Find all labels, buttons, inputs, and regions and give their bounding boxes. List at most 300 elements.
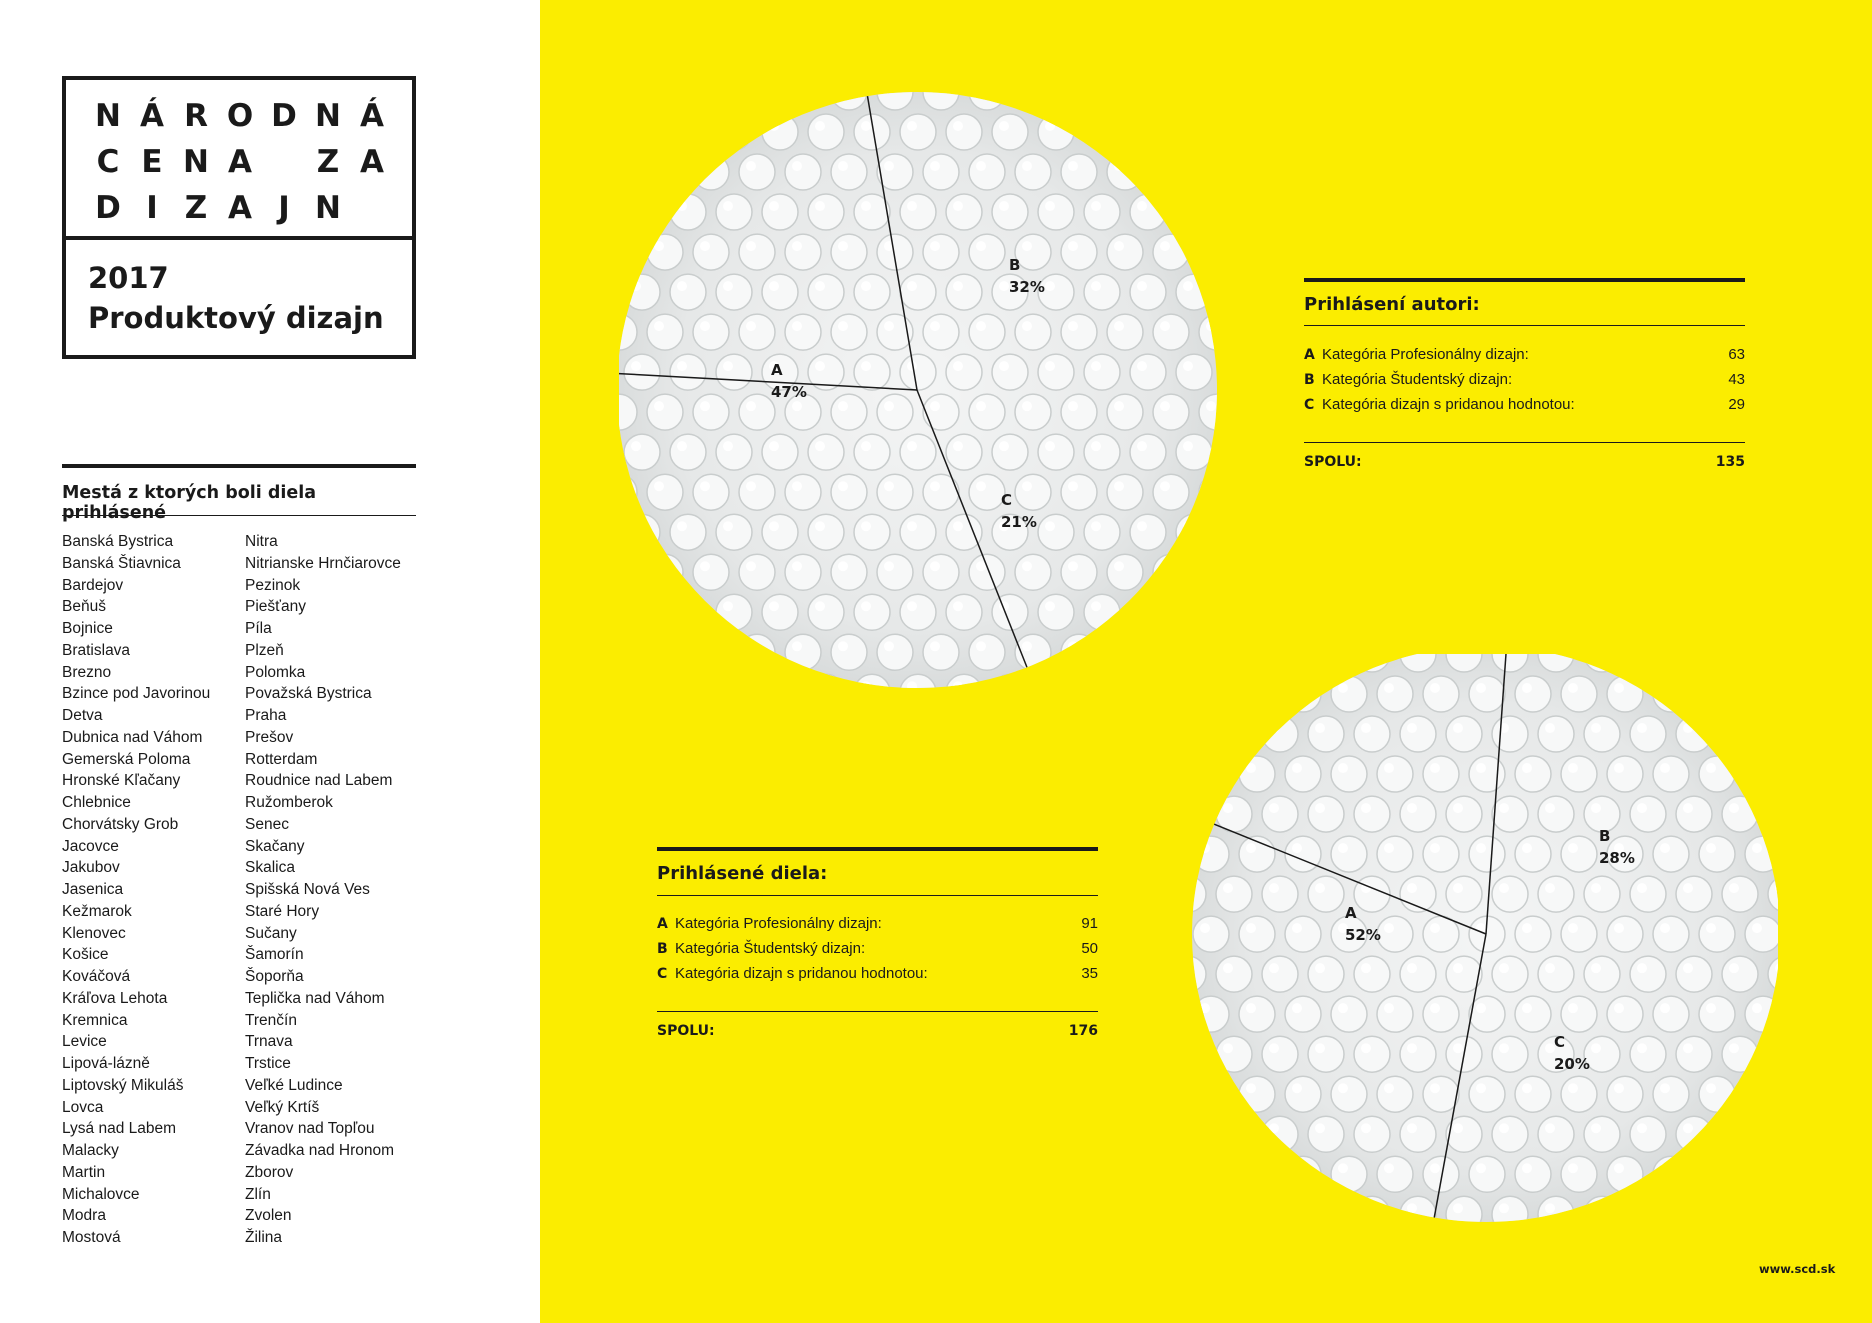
bubble	[900, 354, 936, 390]
bubble	[693, 554, 729, 590]
bubble-highlight	[1660, 1163, 1670, 1173]
bubble-highlight	[976, 641, 986, 651]
bubble	[1331, 836, 1367, 872]
bubble	[1239, 916, 1275, 952]
bubble-highlight	[1045, 681, 1055, 690]
bubble	[1331, 1156, 1367, 1192]
bubble-highlight	[1223, 1043, 1233, 1053]
city-item: Veľký Krtíš	[245, 1098, 320, 1116]
bubble-highlight	[1568, 1003, 1578, 1013]
bubble-highlight	[1022, 241, 1032, 251]
bubble-highlight	[1200, 1003, 1210, 1013]
bubble	[1699, 1156, 1735, 1192]
bubble-highlight	[1292, 763, 1302, 773]
logo-letter: A	[228, 190, 252, 226]
city-item: Senec	[245, 815, 289, 833]
bubble	[1176, 114, 1212, 150]
city-item: Banská Štiavnica	[62, 554, 181, 572]
bubble	[1061, 554, 1097, 590]
bubble-highlight	[792, 561, 802, 571]
bubble	[1084, 514, 1120, 550]
bubble	[670, 434, 706, 470]
bubble-highlight	[884, 561, 894, 571]
bubble-highlight	[1476, 843, 1486, 853]
bubble-highlight	[1223, 963, 1233, 973]
bubble	[1107, 554, 1143, 590]
bubble-highlight	[884, 481, 894, 491]
bubble	[647, 92, 683, 110]
bubble	[1262, 654, 1298, 672]
bubble-highlight	[1246, 763, 1256, 773]
bubble	[1015, 92, 1051, 110]
bubble	[1377, 836, 1413, 872]
bubble	[1676, 716, 1712, 752]
bubble-highlight	[746, 561, 756, 571]
logo-letter: Á	[360, 98, 384, 134]
bubble	[1153, 314, 1189, 350]
bubble-highlight	[700, 481, 710, 491]
pie1-slice-c-label	[1001, 489, 1037, 533]
bubble-highlight	[1568, 923, 1578, 933]
bubble-highlight	[1752, 923, 1762, 933]
bubble-highlight	[1183, 601, 1193, 611]
logo-letter: N	[183, 144, 209, 180]
bubble	[1193, 676, 1229, 712]
bubble	[1130, 354, 1166, 390]
bubble	[854, 354, 890, 390]
bubble	[1653, 1076, 1689, 1112]
bubble	[1354, 716, 1390, 752]
bubble-highlight	[1706, 843, 1716, 853]
bubble-highlight	[1522, 923, 1532, 933]
bubble	[1188, 1116, 1206, 1152]
bubble	[1107, 394, 1143, 430]
bubble-highlight	[976, 561, 986, 571]
bubble-highlight	[631, 681, 641, 690]
bubble	[1130, 594, 1166, 630]
bubble	[1630, 1196, 1666, 1232]
bubble	[1285, 996, 1321, 1032]
bubble	[1446, 796, 1482, 832]
bubble-highlight	[1022, 401, 1032, 411]
bubble	[831, 234, 867, 270]
bubble	[1722, 654, 1758, 672]
bubble-highlight	[861, 281, 871, 291]
bubble	[1676, 1116, 1712, 1152]
bubble-highlight	[815, 201, 825, 211]
bubble	[619, 634, 637, 670]
bubble	[1308, 654, 1344, 672]
bubble-highlight	[1545, 1203, 1555, 1213]
bubble-highlight	[861, 121, 871, 131]
bubble-highlight	[1522, 843, 1532, 853]
bubble-highlight	[1499, 883, 1509, 893]
city-item: Lysá nad Labem	[62, 1120, 177, 1138]
bubble-highlight	[1775, 1123, 1778, 1133]
bubble	[1469, 836, 1505, 872]
bubble	[1216, 956, 1252, 992]
bubble-highlight	[953, 361, 963, 371]
bubble	[647, 234, 683, 270]
bubble-highlight	[1706, 1003, 1716, 1013]
row-label: Kategória Študentský dizajn:	[1322, 371, 1513, 388]
bubble	[624, 594, 660, 630]
bubble	[1107, 234, 1143, 270]
bubble-highlight	[1614, 923, 1624, 933]
city-item: Zlín	[245, 1185, 271, 1203]
bubble-highlight	[1407, 883, 1417, 893]
bubble-highlight	[1269, 1203, 1279, 1213]
bubble-highlight	[815, 441, 825, 451]
bubble	[1538, 956, 1574, 992]
bubble-highlight	[1068, 401, 1078, 411]
bubble	[1607, 996, 1643, 1032]
bubble	[1262, 1116, 1298, 1152]
bubble-highlight	[1660, 843, 1670, 853]
bubble-highlight	[1246, 843, 1256, 853]
bubble	[1262, 796, 1298, 832]
bubble-highlight	[1223, 1123, 1233, 1133]
bubble	[1561, 756, 1597, 792]
bubble-highlight	[1499, 1043, 1509, 1053]
bubble-highlight	[907, 521, 917, 531]
bubble	[716, 194, 752, 230]
logo-letter: A	[360, 144, 384, 180]
bubble	[1308, 796, 1344, 832]
year-label: 2017	[88, 261, 169, 295]
bubble-highlight	[1476, 763, 1486, 773]
bubble	[1515, 1076, 1551, 1112]
bubble	[1722, 716, 1758, 752]
bubble-highlight	[746, 321, 756, 331]
bubble	[1107, 314, 1143, 350]
table-authors	[1304, 278, 1745, 478]
bubble	[1331, 676, 1367, 712]
bubble-highlight	[1453, 883, 1463, 893]
slice-percent: 20%	[1554, 1055, 1590, 1073]
bubble	[969, 234, 1005, 270]
bubble	[1176, 594, 1212, 630]
city-item: Michalovce	[62, 1185, 140, 1203]
bubble	[1308, 1036, 1344, 1072]
bubble-highlight	[1338, 683, 1348, 693]
bubble	[1153, 154, 1189, 190]
bubble	[670, 274, 706, 310]
bubble	[1630, 1116, 1666, 1152]
bubble-highlight	[1137, 601, 1147, 611]
logo-letter: Z	[184, 190, 208, 226]
bubble-highlight	[1246, 683, 1256, 693]
bubble-highlight	[746, 641, 756, 651]
bubble	[1538, 1196, 1574, 1232]
bubble	[831, 394, 867, 430]
bubble-highlight	[907, 601, 917, 611]
bubble-highlight	[953, 601, 963, 611]
bubble-highlight	[1729, 803, 1739, 813]
bubble	[831, 554, 867, 590]
bubble-highlight	[1614, 1163, 1624, 1173]
bubble	[1084, 594, 1120, 630]
row-label: Kategória dizajn s pridanou hodnotou:	[675, 965, 928, 982]
bubble-highlight	[792, 641, 802, 651]
bubble-highlight	[1591, 1203, 1601, 1213]
city-item: Teplička nad Váhom	[245, 989, 385, 1007]
bubble-highlight	[1022, 641, 1032, 651]
bubble	[1354, 1036, 1390, 1072]
bubble-highlight	[1706, 923, 1716, 933]
bubble	[831, 634, 867, 670]
bubble-highlight	[999, 441, 1009, 451]
bubble	[900, 594, 936, 630]
bubble	[1423, 756, 1459, 792]
bubble-highlight	[1200, 683, 1210, 693]
row-letter: B	[1304, 372, 1315, 388]
bubble	[647, 154, 683, 190]
bubble	[1469, 756, 1505, 792]
bubble	[785, 314, 821, 350]
bubble-highlight	[1476, 683, 1486, 693]
bubble-highlight	[1752, 1003, 1762, 1013]
bubble	[1176, 434, 1212, 470]
bubble	[1584, 1116, 1620, 1152]
city-item: Bzince pod Javorinou	[62, 685, 211, 703]
bubble-highlight	[1292, 683, 1302, 693]
bubble-highlight	[677, 521, 687, 531]
bubble	[670, 674, 706, 690]
left-panel	[0, 0, 540, 1323]
logo-letter: N	[95, 98, 121, 134]
bubble-highlight	[1269, 883, 1279, 893]
bubble-highlight	[1114, 481, 1124, 491]
bubble	[1061, 234, 1097, 270]
bubble-highlight	[1137, 201, 1147, 211]
bubble	[1630, 1036, 1666, 1072]
logo-letter: Z	[316, 144, 340, 180]
bubble	[1423, 836, 1459, 872]
bubble-highlight	[1430, 1083, 1440, 1093]
bubble	[1561, 1156, 1597, 1192]
bubble	[716, 594, 752, 630]
city-item: Zborov	[245, 1163, 294, 1181]
bubble	[808, 594, 844, 630]
bubble	[1239, 676, 1275, 712]
bubble-highlight	[838, 241, 848, 251]
city-item: Kováčová	[62, 968, 131, 985]
bubble	[1015, 554, 1051, 590]
total-label: SPOLU:	[1304, 454, 1362, 470]
bubble	[1768, 654, 1778, 672]
city-item: Malacky	[62, 1142, 119, 1159]
bubble-highlight	[700, 561, 710, 571]
bubble	[1153, 554, 1189, 590]
bubble-highlight	[1545, 963, 1555, 973]
bubble	[1607, 916, 1643, 952]
bubble	[946, 434, 982, 470]
bubble-highlight	[1591, 723, 1601, 733]
bubble	[923, 394, 959, 430]
bubble-highlight	[1499, 803, 1509, 813]
bubble	[1699, 996, 1735, 1032]
bubble-highlight	[1522, 1083, 1532, 1093]
bubble	[1745, 836, 1778, 872]
bubble-highlight	[1315, 1043, 1325, 1053]
bubble-highlight	[677, 361, 687, 371]
bubble	[1061, 92, 1097, 110]
bubble	[946, 514, 982, 550]
bubble-highlight	[1200, 763, 1210, 773]
city-item: Veľké Ludince	[245, 1076, 343, 1094]
bubble	[1492, 716, 1528, 752]
pie2-slice-a-label	[1345, 902, 1381, 946]
bubble	[1084, 434, 1120, 470]
bubble-highlight	[953, 201, 963, 211]
total-value: 176	[1068, 1023, 1098, 1039]
bubble-highlight	[1114, 401, 1124, 411]
bubble	[1308, 1116, 1344, 1152]
city-item: Bratislava	[62, 641, 131, 659]
bubble	[1199, 554, 1221, 590]
bubble	[1722, 1196, 1758, 1232]
logo-letter: N	[315, 190, 341, 226]
bubble	[1285, 836, 1321, 872]
cities-list-column-2	[245, 531, 401, 1249]
bubble-highlight	[1407, 1203, 1417, 1213]
bubble	[1015, 394, 1051, 430]
bubble-highlight	[746, 481, 756, 491]
bubble	[946, 594, 982, 630]
bubble-highlight	[1384, 1003, 1394, 1013]
bubble-highlight	[1430, 1163, 1440, 1173]
bubble-highlight	[1269, 1123, 1279, 1133]
bubble-highlight	[1614, 1083, 1624, 1093]
bubble-highlight	[631, 361, 641, 371]
bubble	[1515, 676, 1551, 712]
bubble-highlight	[1384, 1163, 1394, 1173]
bubble	[1607, 1156, 1643, 1192]
bubble	[1515, 916, 1551, 952]
bubble-highlight	[1045, 121, 1055, 131]
slice-percent: 47%	[771, 383, 807, 401]
slice-letter: C	[1001, 491, 1013, 509]
city-item: Sučany	[245, 924, 297, 942]
bubble	[1653, 916, 1689, 952]
bubble-highlight	[1499, 1123, 1509, 1133]
bubble-highlight	[1706, 683, 1716, 693]
bubble	[1354, 1116, 1390, 1152]
row-label: Kategória Profesionálny dizajn:	[1322, 346, 1529, 363]
bubble-highlight	[1137, 281, 1147, 291]
bubble	[1331, 756, 1367, 792]
bubble-highlight	[1068, 561, 1078, 571]
bubble	[693, 154, 729, 190]
bubble-highlight	[999, 361, 1009, 371]
bubble-highlight	[1160, 401, 1170, 411]
bubble	[1015, 314, 1051, 350]
bubble-highlight	[1068, 641, 1078, 651]
website-link[interactable]: www.scd.sk	[1759, 1262, 1836, 1276]
bubble-highlight	[1183, 281, 1193, 291]
bubble	[1584, 716, 1620, 752]
bubble	[1153, 634, 1189, 670]
city-item: Kráľova Lehota	[62, 989, 168, 1007]
bubble-highlight	[953, 441, 963, 451]
bubble	[647, 314, 683, 350]
bubble-highlight	[769, 281, 779, 291]
city-item: Bardejov	[62, 576, 124, 594]
bubble-highlight	[1200, 843, 1210, 853]
logo-letter: A	[228, 144, 252, 180]
bubble-highlight	[999, 681, 1009, 690]
bubble	[1188, 716, 1206, 752]
bubble	[716, 434, 752, 470]
bubble-highlight	[1384, 843, 1394, 853]
bubble-highlight	[723, 281, 733, 291]
bubble-highlight	[1160, 561, 1170, 571]
total-label: SPOLU:	[657, 1023, 715, 1039]
bubble	[1492, 1036, 1528, 1072]
bubble	[1084, 114, 1120, 150]
bubble	[1107, 474, 1143, 510]
bubble	[1630, 796, 1666, 832]
bubble-highlight	[815, 521, 825, 531]
bubble-highlight	[1223, 723, 1233, 733]
city-item: Prešov	[245, 728, 294, 746]
city-item: Plzeň	[245, 641, 284, 659]
city-item: Trstice	[245, 1055, 291, 1072]
bubble	[647, 634, 683, 670]
bubble	[762, 434, 798, 470]
bubble-highlight	[1223, 883, 1233, 893]
bubble	[647, 394, 683, 430]
bubble-highlight	[1338, 763, 1348, 773]
city-item: Lipová-lázně	[62, 1055, 150, 1072]
bubble-highlight	[838, 481, 848, 491]
bubble-highlight	[677, 281, 687, 291]
bubble	[693, 234, 729, 270]
bubble-highlight	[1137, 681, 1147, 690]
bubble-highlight	[677, 121, 687, 131]
bubble	[1492, 1196, 1528, 1232]
city-item: Šoporňa	[245, 968, 304, 985]
bubble-highlight	[700, 321, 710, 331]
bubble	[1423, 996, 1459, 1032]
bubble	[969, 394, 1005, 430]
table-rule-top	[1304, 278, 1745, 282]
bubble	[900, 274, 936, 310]
slice-percent: 28%	[1599, 849, 1635, 867]
bubble	[946, 274, 982, 310]
city-item: Nitrianske Hrnčiarovce	[245, 554, 401, 572]
bubble	[1061, 314, 1097, 350]
bubble-highlight	[723, 521, 733, 531]
bubble-highlight	[1246, 923, 1256, 933]
bubble-highlight	[1775, 803, 1778, 813]
bubble	[1538, 796, 1574, 832]
bubble-highlight	[1361, 1203, 1371, 1213]
bubble-highlight	[1683, 723, 1693, 733]
row-label: Kategória Študentský dizajn:	[675, 940, 866, 957]
table-rule-top	[657, 847, 1098, 851]
bubble	[1107, 634, 1143, 670]
bubble	[1676, 956, 1712, 992]
bubble-highlight	[1591, 1043, 1601, 1053]
cities-header	[62, 464, 416, 523]
bubble-highlight	[861, 601, 871, 611]
bubble	[1130, 274, 1166, 310]
bubble	[785, 234, 821, 270]
bubble	[1492, 796, 1528, 832]
bubble	[1193, 916, 1229, 952]
